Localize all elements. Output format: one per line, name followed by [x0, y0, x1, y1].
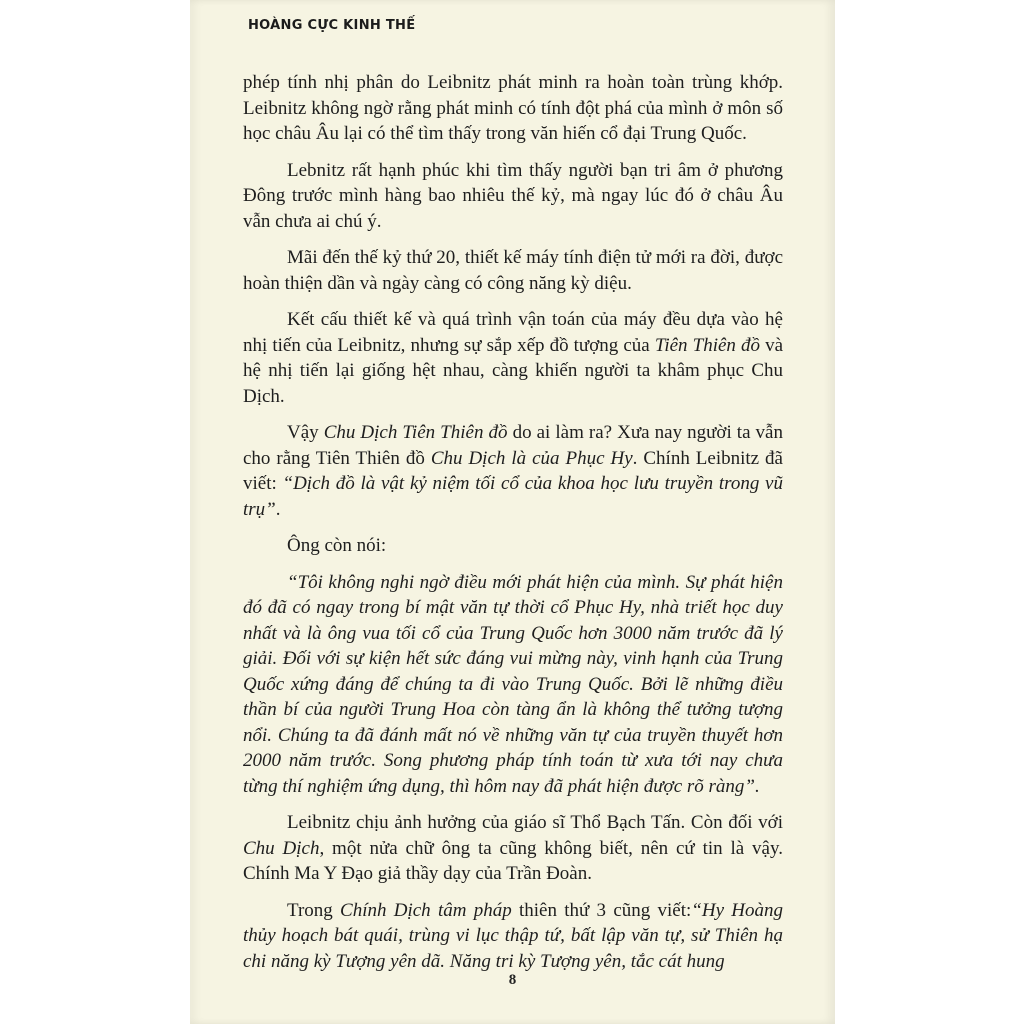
italic-title: Chu Dịch — [243, 837, 320, 859]
text-run: Vậy — [287, 422, 324, 443]
text-run: , một nửa chữ ông ta cũng không biết, nên cứ tin là vậy. Chính Ma Y Đạo giả thầy dạy của Trần Đoàn. — [243, 837, 783, 884]
italic-citation: “Hy Hoàng thủy hoạch bát quái, trùng vi lục thập tứ, bất lập văn tự, sử Thiên hạ chi năng kỳ Tượng yên dã. Năng tri kỳ Tượng yên, tắc cát hung — [243, 899, 783, 972]
italic-title: Chính Dịch tâm pháp — [340, 899, 512, 921]
text-run: Kết cấu thiết kế và quá trình vận toán của máy đều dựa vào hệ nhị tiến của Leibnitz, nhưng sự sắp xếp đồ tượng của — [243, 309, 783, 356]
italic-title: Chu Dịch là của Phục Hy — [430, 447, 633, 469]
paragraph-6: Ông còn nói: — [287, 535, 387, 556]
body-text — [243, 70, 783, 974]
text-run: do ai làm ra? Xưa nay người ta vẫn cho rằng Tiên Thiên đồ — [243, 422, 783, 469]
text-run: Trong — [287, 899, 341, 921]
text-run: Leibnitz chịu ảnh hưởng của giáo sĩ Thổ Bạch Tấn. Còn đối với — [287, 812, 783, 833]
paragraph-2: Lebnitz rất hạnh phúc khi tìm thấy người bạn tri âm ở phương Đông trước mình hàng bao nhiêu thế kỷ, mà ngay lúc đó ở châu Âu vẫn chưa ai chú ý. — [243, 159, 783, 232]
paragraph-1: phép tính nhị phân do Leibnitz phát minh ra hoàn toàn trùng khớp. Leibnitz không ngờ rằng phát minh có tính đột phá của mình ở môn số học châu Âu lại có thể tìm thấy trong văn hiến cổ đại Trung Quốc. — [243, 72, 783, 144]
paragraph-7 — [243, 810, 783, 887]
book-page — [190, 0, 835, 1024]
text-run: thiên thứ 3 cũng viết: — [511, 899, 692, 921]
block-quote: “Tôi không nghi ngờ điều mới phát hiện của mình. Sự phát hiện đó đã có ngay trong bí mật văn tự thời cổ Phục Hy, nhà triết học duy nhất và là ông vua tối cổ của Trung Quốc hơn 3000 năm trước đã lý giải. Đối với sự kiện hết sức đáng vui mừng này, vinh hạnh của Trung Quốc xứng đáng để chúng ta đi vào Trung Quốc. Bởi lẽ những điều thần bí của người Trung Hoa còn tàng ẩn là không thể tưởng tượng nổi. Chúng ta đã đánh mất nó về những văn tự của truyền thuyết hơn 2000 năm trước. Song phương pháp tính toán từ xưa tới nay chưa từng thí nghiệm ứng dụng, thì hôm nay đã phát hiện được rõ ràng”. — [243, 571, 783, 797]
text-run: . — [275, 498, 281, 520]
paragraph-5 — [243, 420, 783, 522]
page-number: 8 — [508, 972, 517, 988]
running-header: HOÀNG CỰC KINH THẾ — [248, 18, 416, 33]
italic-title: Chu Dịch Tiên Thiên đồ — [323, 422, 508, 443]
italic-title: Tiên Thiên đồ — [654, 334, 760, 356]
text-run: và hệ nhị tiến lại giống hệt nhau, càng khiến người ta khâm phục Chu Dịch. — [243, 334, 783, 407]
italic-citation: “Dịch đồ là vật kỷ niệm tối cổ của khoa học lưu truyền trong vũ trụ” — [243, 473, 783, 520]
text-run: . Chính Leibnitz đã viết: — [243, 447, 783, 494]
paragraph-4 — [243, 307, 783, 409]
paragraph-3: Mãi đến thế kỷ thứ 20, thiết kế máy tính điện tử mới ra đời, được hoàn thiện dần và ngày càng có công năng kỳ diệu. — [243, 247, 783, 294]
paragraph-8 — [243, 898, 783, 975]
